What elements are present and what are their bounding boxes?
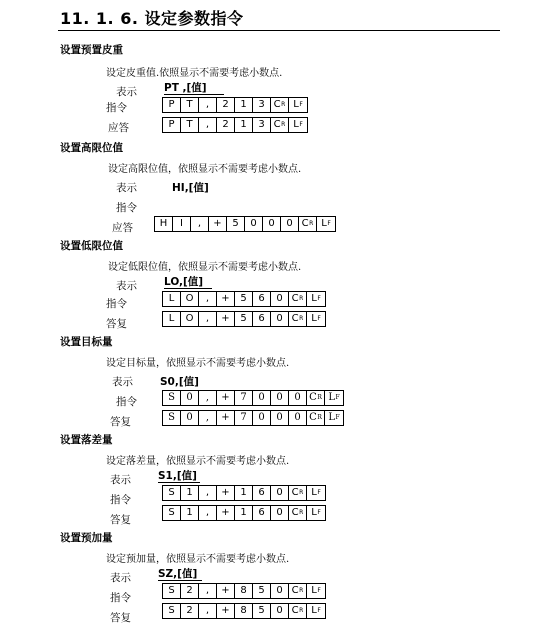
char-cell: 6 xyxy=(253,486,271,500)
char-cell: , xyxy=(199,506,217,520)
char-cell: S xyxy=(163,584,181,598)
char-cell: , xyxy=(199,118,217,132)
title-rule xyxy=(58,30,500,31)
command-cells xyxy=(162,291,326,307)
response-cells xyxy=(162,603,326,619)
char-cell: C R xyxy=(271,118,289,132)
section-description: 设定目标量，依照显示不需要考虑小数点. xyxy=(106,358,290,369)
command-format: S0,[值] xyxy=(160,376,199,388)
char-cell: H xyxy=(155,217,173,231)
char-cell: 2 xyxy=(181,584,199,598)
row-label: 指令 xyxy=(106,102,127,114)
char-cell: C R xyxy=(299,217,317,231)
char-cell: 0 xyxy=(289,411,307,425)
char-cell: L F xyxy=(311,585,321,596)
command-cells xyxy=(162,583,326,599)
char-cell: 6 xyxy=(253,312,271,326)
row-label: 答复 xyxy=(106,318,127,330)
char-cell: , xyxy=(199,411,217,425)
char-cell: T xyxy=(181,118,199,132)
char-cell: 0 xyxy=(271,486,289,500)
char-cell: L F xyxy=(328,412,340,423)
page-title: 11. 1. 6. 设定参数指令 xyxy=(60,9,244,28)
char-cell: O xyxy=(181,312,199,326)
format-label: 表示 xyxy=(110,474,131,486)
format-label: 表示 xyxy=(116,280,137,292)
char-cell: 0 xyxy=(289,391,307,405)
section-description: 设定高限位值，依照显示不需要考虑小数点. xyxy=(108,164,302,175)
char-cell: 7 xyxy=(235,411,253,425)
char-cell: C R xyxy=(289,604,307,618)
row-label: 应答 xyxy=(112,222,133,234)
char-cell: S xyxy=(163,411,181,425)
char-cell: P xyxy=(163,98,181,112)
char-cell: L xyxy=(163,312,181,326)
char-cell: S xyxy=(163,486,181,500)
char-cell: + xyxy=(217,411,235,425)
char-cell: 0 xyxy=(181,391,199,405)
char-cell: I xyxy=(173,217,191,231)
section-description: 设定低限位值，依照显示不需要考虑小数点. xyxy=(108,262,302,273)
section-heading: 设置低限位值 xyxy=(60,240,123,252)
char-cell: 0 xyxy=(263,217,281,231)
section-heading: 设置目标量 xyxy=(60,336,113,348)
row-label: 指令 xyxy=(116,396,137,408)
char-cell: , xyxy=(191,217,209,231)
char-cell: L F xyxy=(328,392,340,403)
char-cell: + xyxy=(217,584,235,598)
command-format: HI,[值] xyxy=(172,182,209,194)
char-cell: S xyxy=(163,604,181,618)
char-cell: 0 xyxy=(271,292,289,306)
section-heading: 设置落差量 xyxy=(60,434,113,446)
char-cell: 5 xyxy=(235,292,253,306)
char-cell: 1 xyxy=(235,506,253,520)
char-cell: 0 xyxy=(271,584,289,598)
char-cell: 8 xyxy=(235,604,253,618)
char-cell: 2 xyxy=(181,604,199,618)
response-cells xyxy=(162,505,326,521)
char-cell: S xyxy=(163,391,181,405)
char-cell: L F xyxy=(293,119,303,130)
char-cell: C R xyxy=(307,391,325,405)
char-cell: 1 xyxy=(235,98,253,112)
section-heading: 设置高限位值 xyxy=(60,142,123,154)
char-cell: C R xyxy=(307,411,325,425)
format-label: 表示 xyxy=(116,182,137,194)
format-label: 表示 xyxy=(110,572,131,584)
char-cell: 0 xyxy=(253,411,271,425)
char-cell: 0 xyxy=(271,411,289,425)
char-cell: , xyxy=(199,98,217,112)
char-cell: 6 xyxy=(253,506,271,520)
command-cells xyxy=(162,97,308,113)
char-cell: 0 xyxy=(271,604,289,618)
char-cell: 2 xyxy=(217,118,235,132)
command-format: S1,[值] xyxy=(158,470,200,483)
char-cell: C R xyxy=(289,584,307,598)
char-cell: + xyxy=(217,506,235,520)
char-cell: L F xyxy=(311,313,321,324)
char-cell: 0 xyxy=(245,217,263,231)
char-cell: C R xyxy=(289,506,307,520)
char-cell: , xyxy=(199,486,217,500)
command-cells xyxy=(162,390,344,406)
char-cell: 7 xyxy=(235,391,253,405)
char-cell: + xyxy=(217,486,235,500)
section-heading: 设置预置皮重 xyxy=(60,44,123,56)
char-cell: L F xyxy=(311,605,321,616)
char-cell: + xyxy=(217,604,235,618)
char-cell: 3 xyxy=(253,98,271,112)
char-cell: , xyxy=(199,292,217,306)
response-cells xyxy=(154,216,336,232)
char-cell: C R xyxy=(289,486,307,500)
command-format: LO,[值] xyxy=(164,276,212,289)
char-cell: , xyxy=(199,604,217,618)
row-label: 指令 xyxy=(116,202,137,214)
row-label: 指令 xyxy=(110,592,131,604)
char-cell: 0 xyxy=(253,391,271,405)
section-heading: 设置预加量 xyxy=(60,532,113,544)
char-cell: , xyxy=(199,584,217,598)
row-label: 答复 xyxy=(110,416,131,428)
row-label: 指令 xyxy=(110,494,131,506)
char-cell: 0 xyxy=(271,391,289,405)
char-cell: T xyxy=(181,98,199,112)
section-description: 设定预加量，依照显示不需要考虑小数点. xyxy=(106,554,290,565)
char-cell: 5 xyxy=(253,604,271,618)
char-cell: 0 xyxy=(281,217,299,231)
response-cells xyxy=(162,410,344,426)
char-cell: L F xyxy=(293,99,303,110)
char-cell: 5 xyxy=(235,312,253,326)
row-label: 应答 xyxy=(108,122,129,134)
format-label: 表示 xyxy=(112,376,133,388)
format-label: 表示 xyxy=(116,86,137,98)
char-cell: O xyxy=(181,292,199,306)
char-cell: C R xyxy=(271,98,289,112)
section-description: 设定落差量，依照显示不需要考虑小数点. xyxy=(106,456,290,467)
char-cell: 2 xyxy=(217,98,235,112)
char-cell: L F xyxy=(311,487,321,498)
char-cell: 5 xyxy=(227,217,245,231)
char-cell: 0 xyxy=(271,506,289,520)
response-cells xyxy=(162,311,326,327)
char-cell: L F xyxy=(321,218,331,229)
command-cells xyxy=(162,485,326,501)
response-cells xyxy=(162,117,308,133)
row-label: 答复 xyxy=(110,612,131,624)
char-cell: + xyxy=(209,217,227,231)
char-cell: S xyxy=(163,506,181,520)
char-cell: L xyxy=(163,292,181,306)
char-cell: 5 xyxy=(253,584,271,598)
char-cell: L F xyxy=(311,293,321,304)
char-cell: 0 xyxy=(271,312,289,326)
char-cell: 1 xyxy=(181,506,199,520)
char-cell: P xyxy=(163,118,181,132)
command-format: SZ,[值] xyxy=(158,568,202,581)
char-cell: + xyxy=(217,312,235,326)
char-cell: , xyxy=(199,312,217,326)
char-cell: 0 xyxy=(181,411,199,425)
char-cell: 1 xyxy=(235,486,253,500)
row-label: 指令 xyxy=(106,298,127,310)
char-cell: 3 xyxy=(253,118,271,132)
row-label: 答复 xyxy=(110,514,131,526)
char-cell: 1 xyxy=(181,486,199,500)
char-cell: , xyxy=(199,391,217,405)
char-cell: 8 xyxy=(235,584,253,598)
section-description: 设定皮重值.依照显示不需要考虑小数点. xyxy=(106,68,283,79)
char-cell: C R xyxy=(289,312,307,326)
char-cell: 6 xyxy=(253,292,271,306)
char-cell: C R xyxy=(289,292,307,306)
char-cell: L F xyxy=(311,507,321,518)
char-cell: + xyxy=(217,391,235,405)
command-format: PT ,[值] xyxy=(164,82,224,95)
char-cell: + xyxy=(217,292,235,306)
char-cell: 1 xyxy=(235,118,253,132)
